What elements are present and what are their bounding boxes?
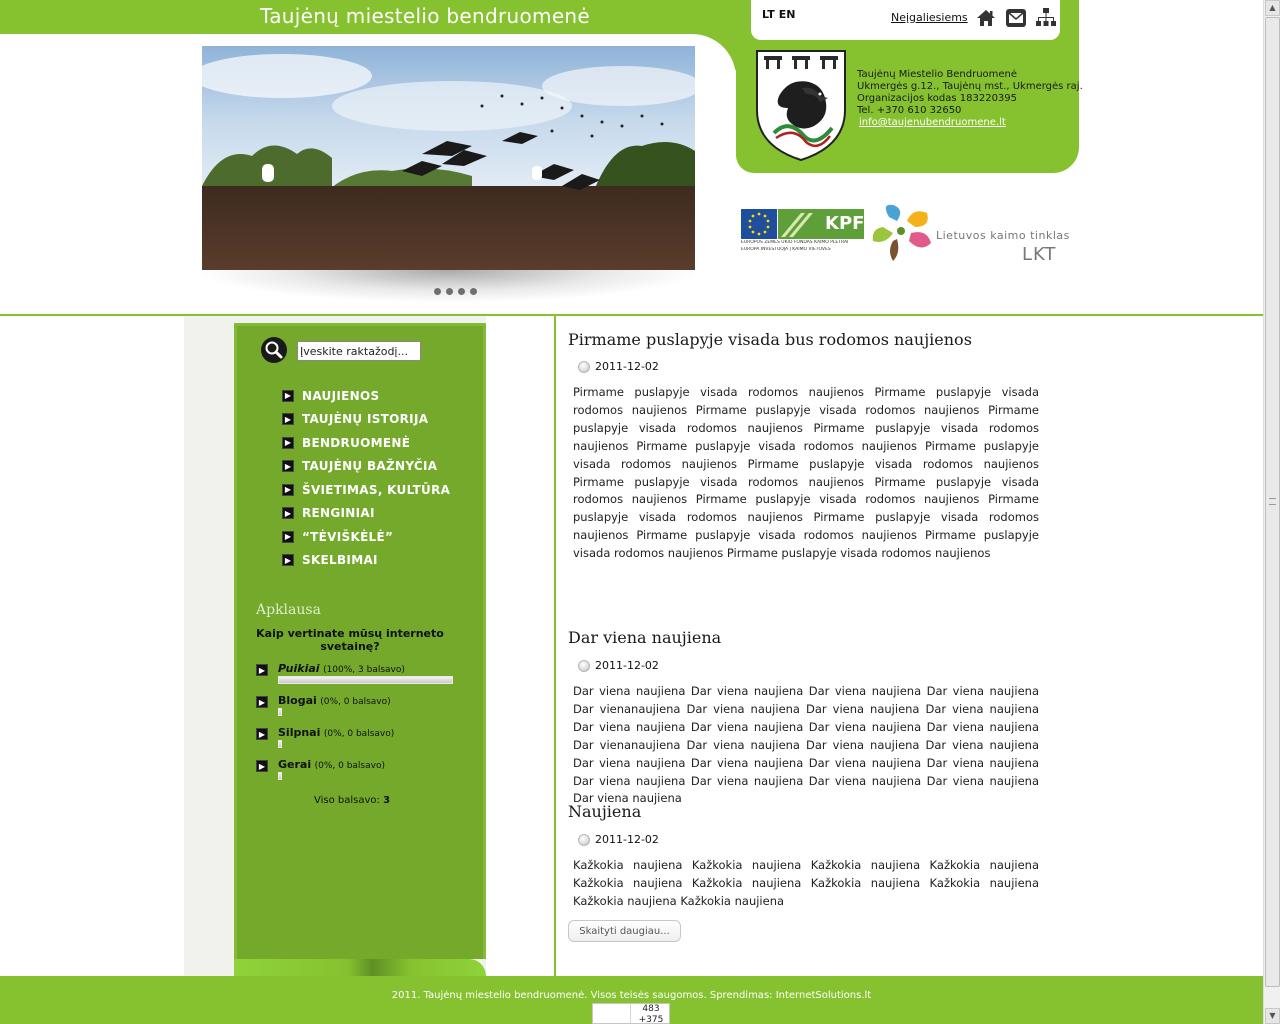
date-icon bbox=[578, 834, 590, 846]
poll-total bbox=[314, 795, 390, 806]
kpf-logo[interactable] bbox=[741, 209, 864, 255]
article-date bbox=[578, 833, 659, 846]
article-body: Kažkokia naujiena Kažkokia naujiena Kažkokia naujiena Kažkokia naujiena Kažkokia naujiena Kažkokia naujiena Kažkokia naujiena Kažkokia naujiena Kažkokia naujiena Kažkokia naujiena bbox=[573, 858, 1039, 908]
poll-option-label bbox=[278, 726, 394, 739]
poll-total-value: 3 bbox=[383, 795, 391, 806]
poll-total-label: Viso balsavo: bbox=[314, 795, 380, 806]
site-title[interactable]: Taujėnų miestelio bendruomenė bbox=[260, 4, 590, 28]
nav-item-label: TAUJĖNŲ BAŽNYČIA bbox=[302, 459, 438, 474]
org-address: Ukmergės g.12., Taujėnų mst., Ukmergės raj. bbox=[857, 81, 1083, 92]
lang-en-link[interactable]: EN bbox=[778, 8, 796, 21]
mail-icon[interactable] bbox=[1005, 7, 1027, 29]
arrow-bullet-icon: ▶ bbox=[282, 460, 294, 472]
nav-item[interactable] bbox=[282, 455, 450, 479]
article-date bbox=[578, 360, 659, 373]
arrow-bullet-icon: ▶ bbox=[282, 507, 294, 519]
scroll-thumb[interactable] bbox=[1265, 17, 1280, 987]
arrow-bullet-icon: ▶ bbox=[256, 696, 268, 708]
scroll-grip bbox=[1269, 498, 1276, 505]
arrow-bullet-icon: ▶ bbox=[282, 437, 294, 449]
article-date-text: 2011-12-02 bbox=[595, 659, 659, 672]
article-title[interactable]: Pirmame puslapyje visada bus rodomos naujienos bbox=[568, 330, 972, 349]
nav-item-label: TAUJĖNŲ ISTORIJA bbox=[302, 412, 429, 427]
date-icon bbox=[578, 361, 590, 373]
poll-question: Kaip vertinate mūsų interneto svetainę? bbox=[256, 627, 444, 653]
org-email-link[interactable]: info@taujenubendruomene.lt bbox=[859, 117, 1006, 128]
arrow-bullet-icon: ▶ bbox=[256, 760, 268, 772]
slider-pagination bbox=[434, 288, 477, 295]
kpf-abbr: KPF bbox=[825, 213, 865, 234]
vertical-scrollbar[interactable] bbox=[1263, 0, 1280, 1024]
article-body: Pirmame puslapyje visada rodomos naujienos Pirmame puslapyje visada rodomos naujienos Pirmame puslapyje visada rodomos naujienos Pirmame puslapyje visada rodomos naujienos Pirmame puslapyje visada rodomos naujienos Pirmame puslapyje visada rodomos naujienos Pirmame puslapyje visada rodomos naujienos Pirmame puslapyje visada rodomos naujienos Pirmame puslapyje visada rodomos naujienos Pirmame puslapyje visada rodomos naujienos Pirmame puslapyje visada rodomos naujienos Pirmame puslapyje visada rodomos naujienos Pirmame puslapyje visada rodomos naujienos Pirmame puslapyje visada rodomos naujienos Pirmame puslapyje visada rodomos naujienos Pirmame puslapyje visada rodomos naujienos bbox=[573, 385, 1039, 561]
poll-option-name: Puikiai bbox=[278, 662, 320, 675]
slider-dot[interactable] bbox=[434, 288, 441, 295]
article-title[interactable]: Dar viena naujiena bbox=[568, 628, 722, 647]
poll-result-fill bbox=[278, 676, 453, 684]
poll-option-label bbox=[278, 694, 391, 707]
poll-option-name: Gerai bbox=[278, 758, 312, 771]
nav-item-label: “TĖVIŠKĖLĖ” bbox=[302, 529, 394, 544]
visit-counter[interactable] bbox=[592, 1003, 670, 1024]
poll-option-stats: (0%, 0 balsavo) bbox=[320, 697, 391, 707]
poll-option-label bbox=[278, 662, 405, 675]
search-icon[interactable] bbox=[260, 336, 288, 364]
date-icon bbox=[578, 660, 590, 672]
poll-result-fill bbox=[278, 708, 282, 716]
slider-shadow bbox=[202, 270, 695, 302]
poll-title: Apklausa bbox=[256, 602, 321, 618]
arrow-bullet-icon: ▶ bbox=[282, 413, 294, 425]
nav-item[interactable] bbox=[282, 384, 450, 408]
nav-item[interactable] bbox=[282, 502, 450, 526]
main-navigation bbox=[282, 384, 450, 572]
nav-item-label: SKELBIMAI bbox=[302, 553, 378, 568]
slider-dot[interactable] bbox=[470, 288, 477, 295]
accessibility-link[interactable]: Neįgaliesiems bbox=[891, 11, 968, 24]
home-icon[interactable] bbox=[975, 7, 997, 29]
counter-today: +375 bbox=[638, 1015, 664, 1024]
nav-item-label: BENDRUOMENĖ bbox=[302, 435, 411, 450]
footer-copyright: 2011. Taujėnų miestelio bendruomenė. Visos teisės saugomos. Sprendimas: InternetSolutions.lt bbox=[391, 990, 872, 1001]
nav-item[interactable] bbox=[282, 549, 450, 573]
scroll-down-arrow[interactable]: ▼ bbox=[1265, 1008, 1280, 1024]
slider-dot[interactable] bbox=[446, 288, 453, 295]
arrow-bullet-icon: ▶ bbox=[282, 484, 294, 496]
image-slider[interactable] bbox=[202, 46, 695, 270]
nav-item-label: NAUJIENOS bbox=[302, 388, 380, 403]
article-date-text: 2011-12-02 bbox=[595, 360, 659, 373]
poll-option-stats: (0%, 0 balsavo) bbox=[314, 761, 385, 771]
poll-option-stats: (0%, 0 balsavo) bbox=[323, 729, 395, 739]
org-name: Taujėnų Miestelio Bendruomenė bbox=[857, 69, 1018, 80]
arrow-bullet-icon: ▶ bbox=[282, 554, 294, 566]
coat-of-arms-logo[interactable] bbox=[754, 48, 848, 162]
poll-option-name: Silpnai bbox=[278, 726, 321, 739]
nav-item[interactable] bbox=[282, 431, 450, 455]
search-input[interactable] bbox=[297, 341, 421, 361]
arrow-bullet-icon: ▶ bbox=[282, 390, 294, 402]
article-date bbox=[578, 659, 659, 672]
nav-item-label: ŠVIETIMAS, KULTŪRA bbox=[302, 482, 451, 497]
poll-result-fill bbox=[278, 772, 282, 780]
lkt-abbr: LKT bbox=[1022, 244, 1057, 265]
lang-lt-link[interactable]: LT bbox=[762, 8, 775, 21]
poll-option-name: Blogai bbox=[278, 694, 317, 707]
article-body: Dar viena naujiena Dar viena naujiena Dar viena naujiena Dar viena naujiena Dar vienanaujiena Dar viena naujiena Dar viena naujiena Dar viena naujiena Dar viena naujiena Dar viena naujiena Dar viena naujiena Dar viena naujiena Dar vienanaujiena Dar viena naujiena Dar viena naujiena Dar viena naujiena Dar viena naujiena Dar viena naujiena Dar viena naujiena Dar viena naujiena Dar viena naujiena Dar viena naujiena Dar viena naujiena Dar viena naujiena Dar viena naujiena bbox=[573, 684, 1039, 806]
poll-result-bar bbox=[278, 676, 453, 684]
column-gap bbox=[486, 316, 554, 976]
sidebar-footer bbox=[234, 959, 486, 976]
sitemap-icon[interactable] bbox=[1035, 7, 1057, 29]
poll-result-bar bbox=[278, 772, 453, 780]
counter-graphic bbox=[593, 1004, 631, 1023]
lkt-name: Lietuvos kaimo tinklas bbox=[936, 229, 1070, 242]
poll-option-stats: (100%, 3 balsavo) bbox=[323, 665, 405, 675]
org-phone: Tel. +370 610 32650 bbox=[857, 105, 962, 116]
storks-field-photo bbox=[202, 46, 695, 270]
poll-option-label bbox=[278, 758, 385, 771]
nav-item[interactable] bbox=[282, 478, 450, 502]
poll-result-bar bbox=[278, 740, 453, 748]
org-code: Organizacijos kodas 183220395 bbox=[857, 93, 1018, 104]
poll-result-bar bbox=[278, 708, 453, 716]
organization-info bbox=[857, 69, 1083, 129]
arrow-bullet-icon: ▶ bbox=[256, 664, 268, 676]
slider-dot[interactable] bbox=[458, 288, 465, 295]
article-date-text: 2011-12-02 bbox=[595, 833, 659, 846]
counter-total: 483 bbox=[642, 1004, 660, 1014]
column-divider bbox=[554, 316, 556, 976]
poll-result-fill bbox=[278, 740, 282, 748]
language-switcher bbox=[762, 8, 799, 21]
nav-item-label: RENGINIAI bbox=[302, 506, 375, 521]
arrow-bullet-icon: ▶ bbox=[256, 728, 268, 740]
article-title[interactable]: Naujiena bbox=[568, 802, 642, 821]
nav-item[interactable] bbox=[282, 408, 450, 432]
kpf-line-1: EUROPOS ŽEMĖS ŪKIO FONDAS KAIMO PLĖTRAI bbox=[741, 240, 849, 245]
arrow-bullet-icon: ▶ bbox=[282, 531, 294, 543]
kpf-line-2: EUROPA INVESTUOJA Į KAIMO VIETOVES bbox=[741, 247, 831, 252]
read-more-button[interactable]: Skaityti daugiau... bbox=[568, 920, 681, 942]
nav-item[interactable] bbox=[282, 525, 450, 549]
scroll-up-arrow[interactable]: ▲ bbox=[1265, 0, 1280, 16]
